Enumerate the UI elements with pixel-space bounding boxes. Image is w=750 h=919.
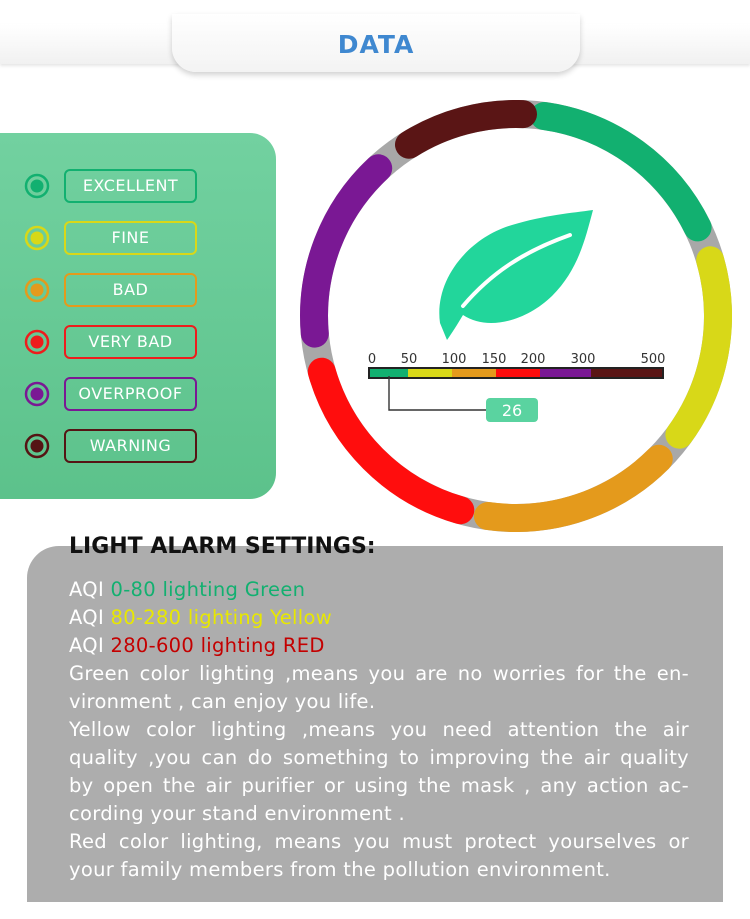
aqi-rule-prefix: AQI [69,634,111,657]
legend-label: BAD [64,273,197,307]
status-dot-icon [24,173,50,199]
description-paragraph [69,660,689,716]
page-title: DATA [337,30,415,59]
paragraph-line: by open the air purifier or using the mask , any action ac- [69,774,689,797]
scale-tick-label: 100 [441,352,467,367]
status-dot-icon [24,381,50,407]
aqi-rule-range: 80-280 lighting Yellow [110,606,332,629]
legend-label: EXCELLENT [64,169,197,203]
scale-tick-label: 200 [520,352,546,367]
paragraph-line: quality ,you can do something to improving the air quality [69,746,689,769]
status-dot-icon [24,225,50,251]
legend-panel [0,133,276,499]
scale-tick-label: 300 [570,352,596,367]
paragraph-line: your family members from the pollution environment. [69,858,611,881]
scale-tick-label: 150 [481,352,507,367]
aqi-rule [69,632,689,660]
scale-segment [540,369,591,377]
header-tab [172,14,580,72]
aqi-rule [69,576,689,604]
current-aqi-value: 26 [501,401,523,420]
legend-label: WARNING [64,429,197,463]
paragraph-line: Red color lighting, means you must protect yourselves or [69,830,689,853]
paragraph-line: cording your stand environment . [69,802,405,825]
legend-label: OVERPROOF [64,377,197,411]
aqi-rule-prefix: AQI [69,578,111,601]
status-dot-icon [24,329,50,355]
scale-segment [452,369,496,377]
aqi-rule-prefix: AQI [69,606,111,629]
description-paragraph [69,716,689,828]
scale-segment [496,369,540,377]
status-dot-icon [24,433,50,459]
aqi-rule-range: 0-80 lighting Green [110,578,306,601]
paragraph-line: vironment , can enjoy you life. [69,690,376,713]
aqi-rule [69,604,689,632]
scale-tick-label: 50 [400,352,418,367]
legend-label: FINE [64,221,197,255]
scale-tick-label: 0 [367,352,377,367]
paragraph-line: Yellow color lighting ,means you need attention the air [69,718,689,741]
description-paragraph [69,828,689,884]
settings-title: LIGHT ALARM SETTINGS: [69,534,376,559]
scale-tick-label: 500 [640,352,666,367]
scale-segment [591,369,662,377]
paragraph-line: Green color lighting ,means you are no worries for the en- [69,662,689,685]
legend-label: VERY BAD [64,325,197,359]
aqi-rule-range: 280-600 lighting RED [110,634,325,657]
status-dot-icon [24,277,50,303]
scale-segment [408,369,452,377]
aqi-gauge [300,100,732,532]
scale-segment [370,369,408,377]
settings-body [69,576,689,884]
